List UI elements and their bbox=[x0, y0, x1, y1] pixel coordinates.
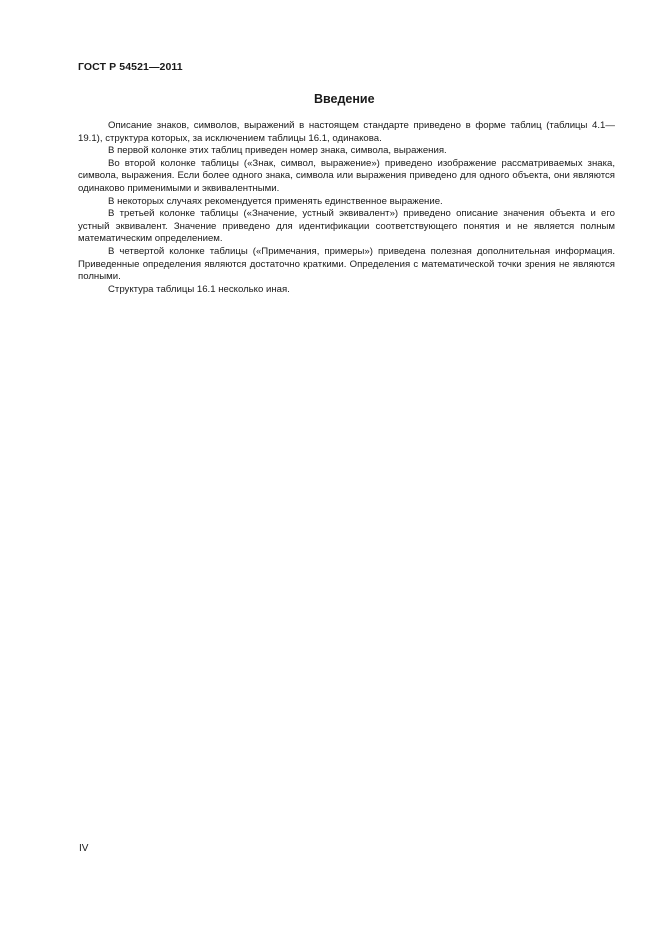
paragraph: Структура таблицы 16.1 несколько иная. bbox=[108, 283, 290, 295]
paragraph: В четвертой колонке таблицы («Примечания, примеры») приведена полезная дополнительная информация. Приведенные определения являются достаточно краткими. Определения с математической точки зрения не являются полными. bbox=[78, 245, 615, 283]
introduction-body bbox=[78, 120, 615, 296]
paragraph: В первой колонке этих таблиц приведен номер знака, символа, выражения. bbox=[108, 145, 447, 157]
paragraph: В третьей колонке таблицы («Значение, устный эквивалент») приведено описание значения объекта и его устный эквивалент. Значение приведено для идентификации соответствующего понятия и не является полным математическим определением. bbox=[78, 208, 615, 245]
document-header: ГОСТ Р 54521—2011 bbox=[78, 61, 183, 73]
page-number: IV bbox=[79, 843, 89, 854]
section-title: Введение bbox=[314, 92, 375, 106]
paragraph: Во второй колонке таблицы («Знак, символ, выражение») приведено изображение рассматриваемых знака, символа, выражения. Если более одного знака, символа или выражения приведено для одного объекта, они являются одинаково применимыми и эквивалентными. bbox=[78, 157, 615, 194]
paragraph: Описание знаков, символов, выражений в настоящем стандарте приведено в форме таблиц (таблицы 4.1—19.1), структура которых, за исключением таблицы 16.1, одинакова. bbox=[78, 120, 615, 144]
paragraph: В некоторых случаях рекомендуется применять единственное выражение. bbox=[108, 195, 443, 207]
